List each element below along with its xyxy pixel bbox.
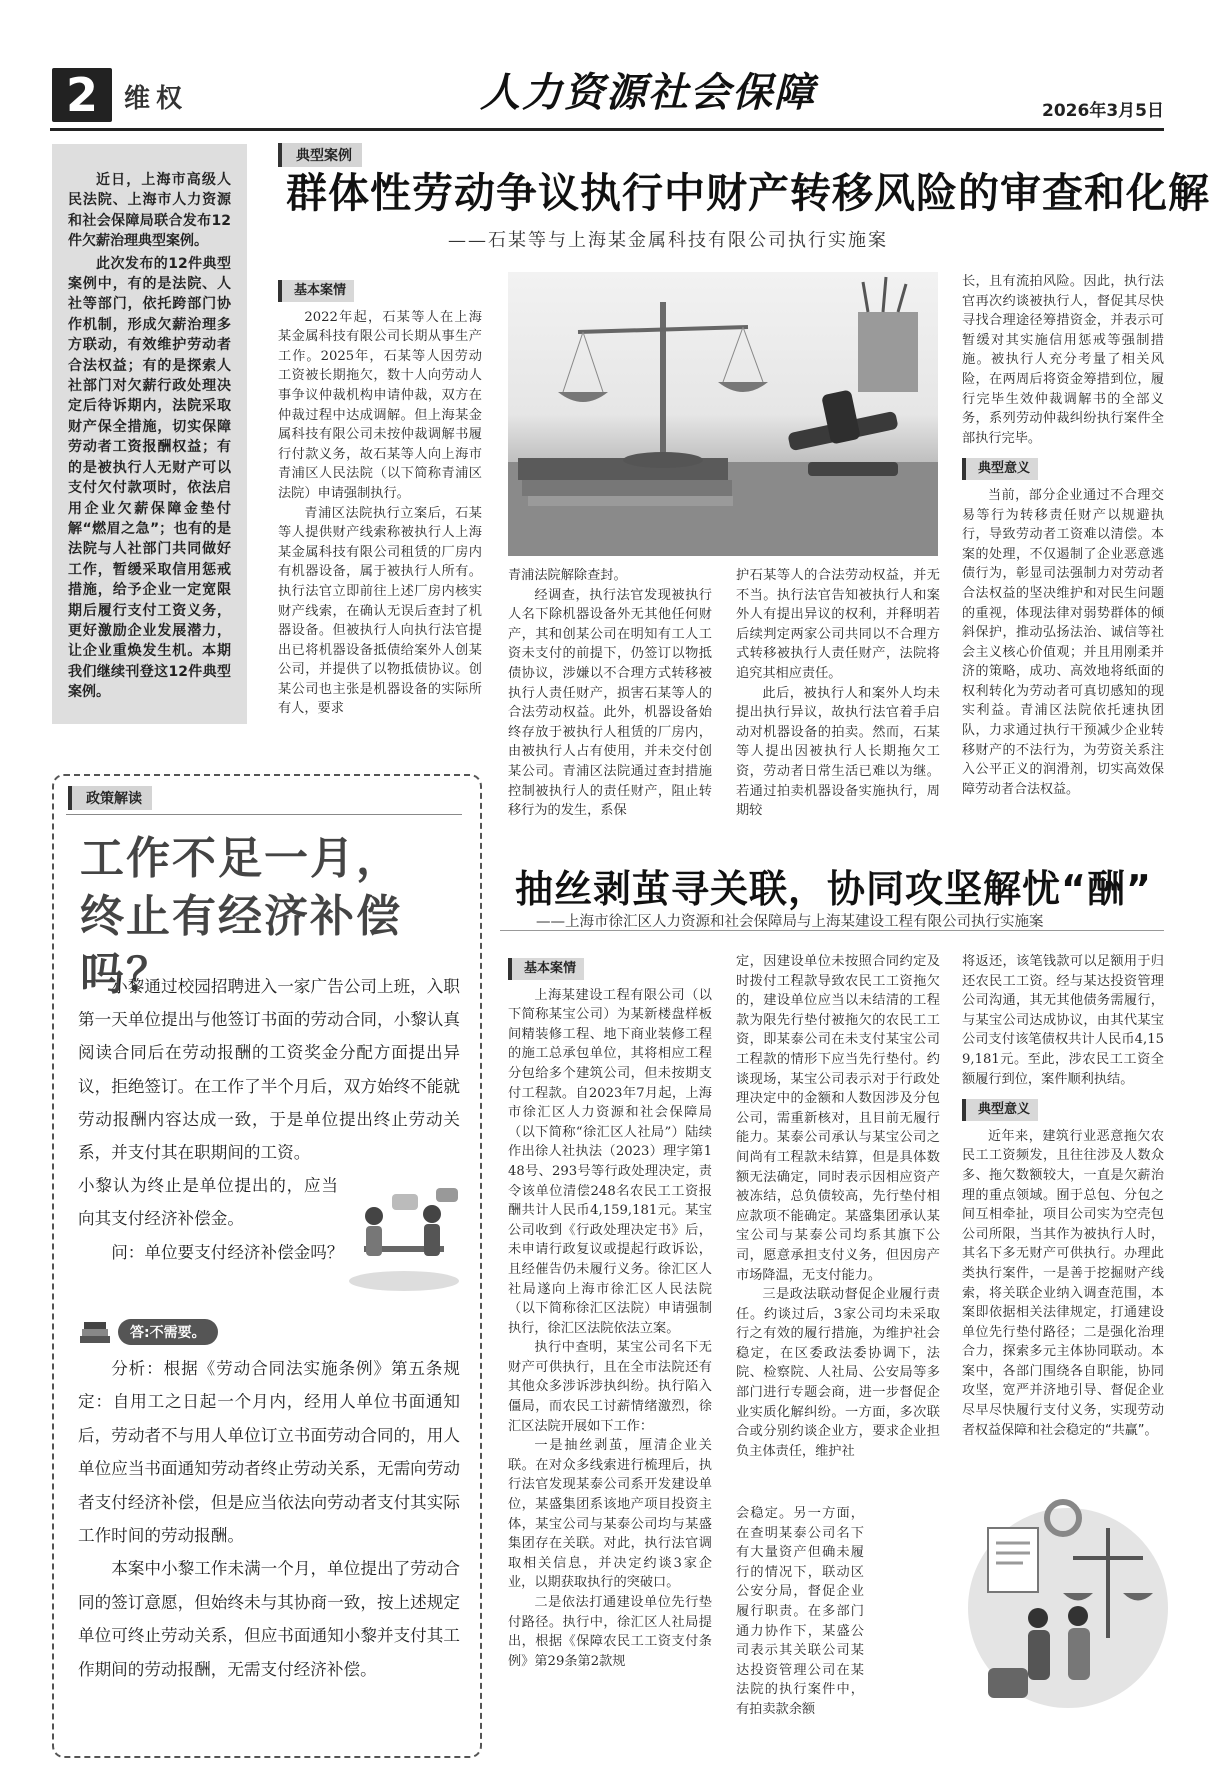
books-icon xyxy=(78,1318,112,1346)
page-number: 2 xyxy=(52,68,112,122)
answer-row xyxy=(78,1318,218,1346)
case2-basic-label: 基本案情 xyxy=(508,958,584,980)
case2-col1-p2: 执行中查明，某宝公司名下无财产可供执行，且在全市法院还有其他众多涉诉涉执纠纷。执行陷入僵局，而农民工讨薪情绪激烈，徐汇区法院开展如下工作： xyxy=(508,1340,712,1434)
case2-subtitle: ——上海市徐汇区人力资源和社会保障局与上海某建设工程有限公司执行实施案 xyxy=(536,914,1044,930)
case2-col2-p2: 三是政法联动督促企业履行责任。约谈过后，3家公司均未采取行之有效的履行措施，为维护社会稳定，在区委政法委协调下，法院、检察院、人社局、公安局等多部门进行专题会商，进一步督促企业实质化解纠纷。一方面，多次联合或分别约谈企业方，要求企业担负主体责任，维护社 xyxy=(736,1287,940,1459)
case2-column-2b xyxy=(736,1504,864,1720)
case1-subtitle: ——石某等与上海某金属科技有限公司执行实施案 xyxy=(448,230,888,251)
case1-col2-p2: 经调查，执行法官发现被执行人名下除机器设备外无其他任何财产，其和创某公司在明知有工人工资未支付的前提下，仍签订以物抵债协议，涉嫌以不合理方式转移被执行人责任财产，损害石某等人的合法劳动权益。此外，机器设备始终存放于被执行人租赁的厂房内，由被执行人占有使用，并未交付创某公司。青浦区法院通过查封措施控制被执行人的责任财产，阻止转移行为的发生，系保 xyxy=(508,587,712,819)
case1-col1-p2: 青浦区法院执行立案后，石某等人提供财产线索称被执行人上海某金属科技有限公司租赁的厂房内有机器设备，属于被执行人所有。执行法官立即前往上述厂房内核实财产线索，在确认无误后查封了机器设备。但被执行人向执行法官提出已将机器设备抵债给案外人创某公司，并提供了以物抵债协议。创某公司也主张是机器设备的实际所有人，要求 xyxy=(278,505,482,717)
policy-title-line-1: 工作不足一月， xyxy=(80,833,402,884)
case2-column-1 xyxy=(508,958,712,1671)
header-rule xyxy=(50,128,1164,131)
case2-col1-p1: 上海某建设工程有限公司（以下简称某宝公司）为某新楼盘样板间精装修工程、地下商业装修工程的施工总承包单位，其将相应工程分包给多个建筑公司，但未按期支付工程款。自2023年7月起，上海市徐汇区人力资源和社会保障局（以下简称“徐汇区人社局”）陆续作出徐人社执法（2023）理字第148号、293号等行政处理决定，责令该单位清偿248名农民工工资报酬共计人民币4,159,181元。某宝公司收到《行政处理决定书》后，未申请行政复议或提起行政诉讼，且经催告仍未履行义务。徐汇区人社局遂向上海市徐汇区人民法院（以下简称徐汇区法院）申请强制执行，徐汇区法院依法立案。 xyxy=(508,987,712,1336)
case1-col3-p2: 此后，被执行人和案外人均未提出执行异议，故执行法官着手启动对机器设备的拍卖。然而，石某等人提出因被执行人长期拖欠工资，劳动者日常生活已难以为继。若通过拍卖机器设备实施执行，周期较 xyxy=(736,685,940,819)
policy-analysis-1: 分析：根据《劳动合同法实施条例》第五条规定：自用工之日起一个月内，经用人单位书面通知后，劳动者不与用人单位订立书面劳动合同的，用人单位应当书面通知劳动者终止劳动关系，无需向劳动者支付经济补偿，但是应当依法向劳动者支付其实际工作时间的劳动报酬。 xyxy=(78,1359,460,1546)
handshake-illustration xyxy=(958,1488,1168,1718)
case1-meaning: 当前，部分企业通过不合理交易等行为转移责任财产以规避执行，导致劳动者工资难以清偿。本案的处理，不仅遏制了企业恶意逃债行为，彰显司法强制力对劳动者合法权益的坚决维护和对民生问题的重视，体现法律对弱势群体的倾斜保护，推动弘扬法治、诚信等社会主义核心价值观；并且用刚柔并济的策略，成功、高效地将纸面的权利转化为劳动者可真切感知的现实利益。青浦区法院依托速执团队，力求通过执行干预减少企业转移财产的不法行为，为劳资关系注入公平正义的润滑剂，切实高效保障劳动者合法权益。 xyxy=(962,487,1164,797)
case2-column-3 xyxy=(962,952,1164,1440)
case1-basic-label: 基本案情 xyxy=(278,280,354,302)
case2-col2b-p1: 会稳定。另一方面，在查明某泰公司名下有大量资产但确未履行的情况下，联动区公安分局，督促企业履行职责。在多部门通力协作下，某盛公司表示其关联公司某达投资管理公司在某法院的执行案件中，有拍卖款余额 xyxy=(736,1506,864,1717)
case2-column-2 xyxy=(736,952,940,1461)
policy-tag: 政策解读 xyxy=(68,786,152,810)
lead-paragraph-1: 近日，上海市高级人民法院、上海市人力资源和社会保障局联合发布12件欠薪治理典型案例。 xyxy=(68,172,231,250)
case-tag: 典型案例 xyxy=(278,143,362,167)
case2-col1-p3: 一是抽丝剥茧，厘清企业关联。在对众多线索进行梳理后，执行法官发现某泰公司系开发建设单位，某盛集团系该地产项目投资主体，某宝公司与某泰公司均与某盛集团存在关联。对此，执行法官调取相关信息，并决定约谈3家企业，以期获取执行的突破口。 xyxy=(508,1438,712,1591)
policy-divider xyxy=(66,814,462,815)
policy-paragraph-2: 小黎认为终止是单位提出的，应当向其支付经济补偿金。 xyxy=(78,1176,338,1229)
policy-analysis-2: 本案中小黎工作未满一个月，单位提出了劳动合同的签订意愿，但始终未与其协商一致，按上述规定单位可终止劳动关系，但应书面通知小黎并支付其工作期间的劳动报酬，无需支付经济补偿。 xyxy=(78,1559,460,1679)
issue-date: 2026年3月5日 xyxy=(1042,101,1164,121)
case1-column-4 xyxy=(962,272,1164,799)
case1-column-2 xyxy=(508,566,712,821)
policy-paragraph-1: 小黎通过校园招聘进入一家广告公司上班，入职第一天单位提出与他签订书面的劳动合同，小黎认真阅读合同后在劳动报酬的工资奖金分配方面提出异议，拒绝签订。在工作了半个月后，双方始终不能就劳动报酬内容达成一致，于是单位提出终止劳动关系，并支付其在职期间的工资。 xyxy=(78,977,460,1163)
case1-col4-p1: 长，且有流拍风险。因此，执行法官再次约谈被执行人，督促其尽快寻找合理途径筹措资金，并表示可暂缓对其实施信用惩戒等强制措施。被执行人充分考量了相关风险，在两周后将资金筹措到位，履行完毕生效仲裁调解书的全部义务，系列劳动仲裁纠纷执行案件全部执行完毕。 xyxy=(962,274,1164,446)
policy-question: 问：单位要支付经济补偿金吗？ xyxy=(111,1242,344,1262)
case2-col2-p1: 定，因建设单位未按照合同约定及时拨付工程款导致农民工工资拖欠的，建设单位应当以未结清的工程款为限先行垫付被拖欠的农民工工资，即某泰公司在未支付某宝公司工程款的情形下应当先行垫付。约谈现场，某宝公司表示对于行政处理决定中的金额和人数因涉及分包公司，需重新核对，且目前无履行能力。某泰公司承认与某宝公司之间尚有工程款未结算，但是具体数额无法确定，同时表示因相应资产被冻结，总负债较高，先行垫付相应款项不能确定。某盛集团承认某宝公司与某泰公司均系其旗下公司，愿意承担支付义务，但因房产市场降温，无支付能力。 xyxy=(736,954,940,1283)
lead-paragraph-2: 此次发布的12件典型案例中，有的是法院、人社等部门，依托跨部门协作机制，形成欠薪治理多方联动，有效维护劳动者合法权益；有的是探索人社部门对欠薪行政处理决定后待诉期内，法院采取财产保全措施，切实保障劳动者工资报酬权益；有的是被执行人无财产可以支付欠付款项时，依法启用企业欠薪保障金垫付解“燃眉之急”；也有的是法院与人社部门共同做好工作，暂缓采取信用惩戒措施，给予企业一定宽限期后履行支付工资义务，更好激励企业发展潜力，让企业重焕发生机。本期我们继续刊登这12件典型案例。 xyxy=(68,255,231,701)
justice-scale-photo xyxy=(508,272,938,556)
case1-col1-p1: 2022年起，石某等人在上海某金属科技有限公司长期从事生产工作。2025年，石某等人因劳动工资被长期拖欠，数十人向劳动人事争议仲裁机构申请仲裁，双方在仲裁过程中达成调解。但上海某金属科技有限公司未按仲裁调解书履行付款义务，故石某等人向上海市青浦区人民法院（以下简称青浦区法院）申请强制执行。 xyxy=(278,309,482,501)
section-name: 维权 xyxy=(124,84,189,114)
case1-title: 群体性劳动争议执行中财产转移风险的审查和化解 xyxy=(286,169,1210,217)
case1-column-1 xyxy=(278,280,482,719)
case1-col2-p1: 青浦法院解除查封。 xyxy=(508,568,627,583)
case2-meaning: 近年来，建筑行业恶意拖欠农民工工资频发，且往往涉及人数众多、拖欠数额较大，一直是欠薪治理的重点领域。囿于总包、分包之间互相牵扯，项目公司实为空壳包公司所限，当其作为被执行人时，其名下多无财产可供执行。办理此类执行案件，一是善于挖掘财产线索，将关联企业纳入调查范围，本案即依据相关法律规定，打通建设单位先行垫付路径；二是强化治理合力，探索多元主体协同联动。本案中，各部门围绕各自职能，协同攻坚，宽严并济地引导、督促企业尽早尽快履行支付义务，实现劳动者权益保障和社会稳定的“共赢”。 xyxy=(962,1128,1164,1438)
policy-analysis xyxy=(78,1352,460,1686)
answer-badge: 答:不需要。 xyxy=(118,1319,218,1345)
masthead-logo: 人力资源社会保障 xyxy=(480,69,816,116)
case2-col3-p1: 将返还，该笔钱款可以足额用于归还农民工工资。经与某达投资管理公司沟通，其无其他债务需履行，与某宝公司达成协议，由其代某宝公司支付该笔债权共计人民币4,159,181元。至此，涉农民工工资全额履行到位，案件顺利执结。 xyxy=(962,954,1164,1087)
case1-column-3 xyxy=(736,566,940,821)
discussion-illustration xyxy=(344,1186,464,1296)
case2-title: 抽丝剥茧寻关联，协同攻坚解忧“酬” xyxy=(515,867,1152,911)
policy-title-line-2: 终止有经济补偿吗？ xyxy=(80,891,402,1000)
case2-divider xyxy=(500,930,1164,931)
case1-meaning-label: 典型意义 xyxy=(962,458,1038,480)
case2-meaning-label: 典型意义 xyxy=(962,1099,1038,1121)
lead-box xyxy=(52,144,247,724)
case2-col1-p4: 二是依法打通建设单位先行垫付路径。执行中，徐汇区人社局提出，根据《保障农民工工资支付条例》第29条第2款规 xyxy=(508,1595,712,1669)
case1-col3-p1: 护石某等人的合法劳动权益，并无不当。执行法官告知被执行人和案外人有提出异议的权利，并释明若后续判定两家公司共同以不合理方式转移被执行人责任财产，法院将追究其相应责任。 xyxy=(736,568,940,681)
